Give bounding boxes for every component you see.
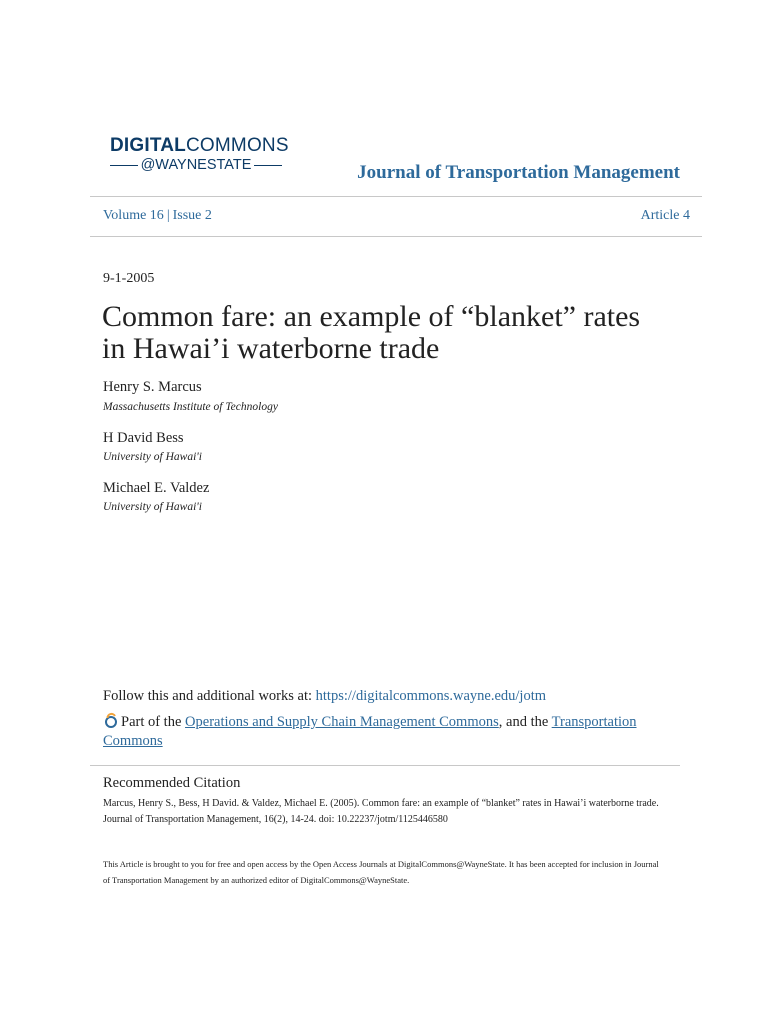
open-access-notice: This Article is brought to you for free and open access by the Open Access Journals at DigitalCommons@WayneState. It has been accepted for inclusion in Journal of Transportation Management by an authorized editor of DigitalCommons@WayneState. [103,859,659,885]
logo-text-commons: COMMONS [185,135,289,156]
volume-issue [103,208,212,224]
recommended-citation-heading: Recommended Citation [103,775,241,791]
part-prefix: Part of the [121,714,186,730]
logo-text-waynestate: @WAYNESTATE [140,157,252,173]
transportation-commons-link[interactable]: Transportation Commons [103,714,637,749]
journal-title[interactable]: Journal of Transportation Management [357,162,680,183]
author-name[interactable]: Michael E. Valdez [103,480,210,496]
logo-rule-left [110,165,138,166]
part-middle: , and the [498,714,552,730]
logo-rule-right [254,165,282,166]
issue-link[interactable]: Issue 2 [172,208,212,223]
divider-bottom [90,236,702,237]
author-name[interactable]: H David Bess [103,430,184,446]
author-affiliation: Massachusetts Institute of Technology [103,401,278,413]
digital-commons-logo[interactable] [110,135,289,174]
volume-link[interactable]: Volume 16 [103,208,164,223]
logo-line-2 [110,156,282,174]
logo-line-1 [110,135,289,156]
publication-date: 9-1-2005 [103,271,155,286]
part-of-line [103,712,663,751]
author-affiliation: University of Hawai'i [103,501,202,513]
supply-chain-commons-link[interactable]: Operations and Supply Chain Management Commons [185,714,499,730]
logo-text-digital: DIGITAL [110,135,186,156]
follow-prefix: Follow this and additional works at: [103,688,316,704]
article-title: Common fare: an example of “blanket” rates in Hawai’i waterborne trade [102,300,641,365]
recommended-citation-text: Marcus, Henry S., Bess, H David. & Valdez, Michael E. (2005). Common fare: an example of “blanket” rates in Hawai’i waterborne trade. Journal of Transportation Management, 16(2), 14-24. doi: 10.22237/jotm/1125446580 [103,798,659,825]
divider-top [90,196,702,197]
open-access-icon [103,712,119,728]
follow-line [103,688,546,705]
author-name[interactable]: Henry S. Marcus [103,379,202,395]
volume-issue-separator: | [166,208,170,223]
divider-citation [90,765,680,766]
author-affiliation: University of Hawai'i [103,451,202,463]
jotm-link[interactable]: https://digitalcommons.wayne.edu/jotm [315,688,547,704]
article-link[interactable]: Article 4 [640,208,690,223]
